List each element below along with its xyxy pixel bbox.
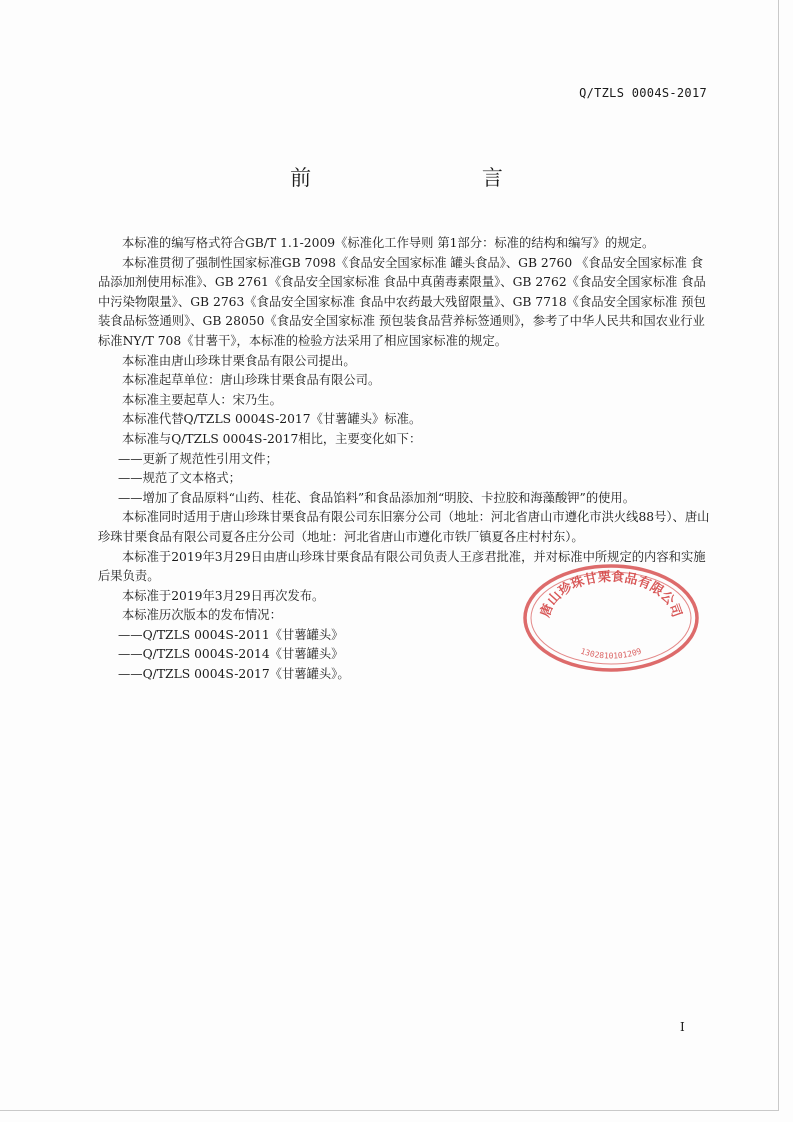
change-item: ——增加了食品原料“山药、桂花、食品馅料”和食品添加剂“明胶、卡拉胶和海藻酸钾”的使用。 <box>118 490 636 505</box>
seal-company-name: 唐山珍珠甘栗食品有限公司 <box>538 569 684 620</box>
paragraph: 本标准于2019年3月29日再次发布。 <box>122 588 325 603</box>
paragraph: 本标准起草单位：唐山珍珠甘栗食品有限公司。 <box>122 373 381 388</box>
paragraph: 本标准的编写格式符合GB/T 1.1-2009《标准化工作导则 第1部分：标准的结构和编写》的规定。 <box>122 236 655 250</box>
paragraph: 本标准贯彻了强制性国家标准GB 7098《食品安全国家标准 罐头食品》、GB 2760 《食品安全国家标准 食品添加剂使用标准》、GB 2761《食品安全国家标准 食品中真菌毒素限量》、GB 2762《食品安全国家标准 食品中污染物限量》、GB 2763《食品安全国家标准 食品中农药最大残留限量》、GB 7718《食品安全国家标准 预包装食品标签通则》、GB 28050《食品安全国家标准 预包装食品营养标签通则》，参考了中华人民共和国农业行业标准NY/T 708《甘薯干》，本标准的检验方法采用了相应国家标准的规定。 <box>98 255 706 348</box>
company-seal-icon <box>521 563 701 673</box>
version-item: ——Q/TZLS 0004S-2017《甘薯罐头》。 <box>118 667 350 682</box>
paragraph: 本标准于2019年3月29日由唐山珍珠甘栗食品有限公司负责人王彦君批准，并对标准中所规定的内容和实施后果负责。 <box>98 549 706 584</box>
change-item: ——规范了文本格式； <box>118 471 241 486</box>
svg-text:1302810101209 <box>579 647 642 661</box>
page-number: I <box>680 1020 685 1034</box>
paragraph: 本标准同时适用于唐山珍珠甘栗食品有限公司东旧寨分公司（地址：河北省唐山市遵化市洪火线88号）、唐山珍珠甘栗食品有限公司夏各庄分公司（地址：河北省唐山市遵化市铁厂镇夏各庄村村东）。 <box>98 510 710 544</box>
paragraph: 本标准历次版本的发布情况： <box>122 608 282 623</box>
document-number: Q/TZLS 0004S-2017 <box>579 86 707 100</box>
version-item: ——Q/TZLS 0004S-2011《甘薯罐头》 <box>118 627 344 642</box>
seal-code: 1302810101209 <box>579 646 643 661</box>
page-title: 前 言 <box>290 166 585 190</box>
paragraph: 本标准由唐山珍珠甘栗食品有限公司提出。 <box>122 353 356 368</box>
page-edge-bottom <box>0 1110 779 1111</box>
paragraph: 本标准与Q/TZLS 0004S-2017相比，主要变化如下： <box>122 431 422 446</box>
paragraph: 本标准代替Q/TZLS 0004S-2017《甘薯罐头》标准。 <box>122 412 422 427</box>
change-item: ——更新了规范性引用文件； <box>118 451 278 466</box>
paragraph: 本标准主要起草人：宋乃生。 <box>122 392 282 407</box>
version-item: ——Q/TZLS 0004S-2014《甘薯罐头》 <box>118 647 344 662</box>
